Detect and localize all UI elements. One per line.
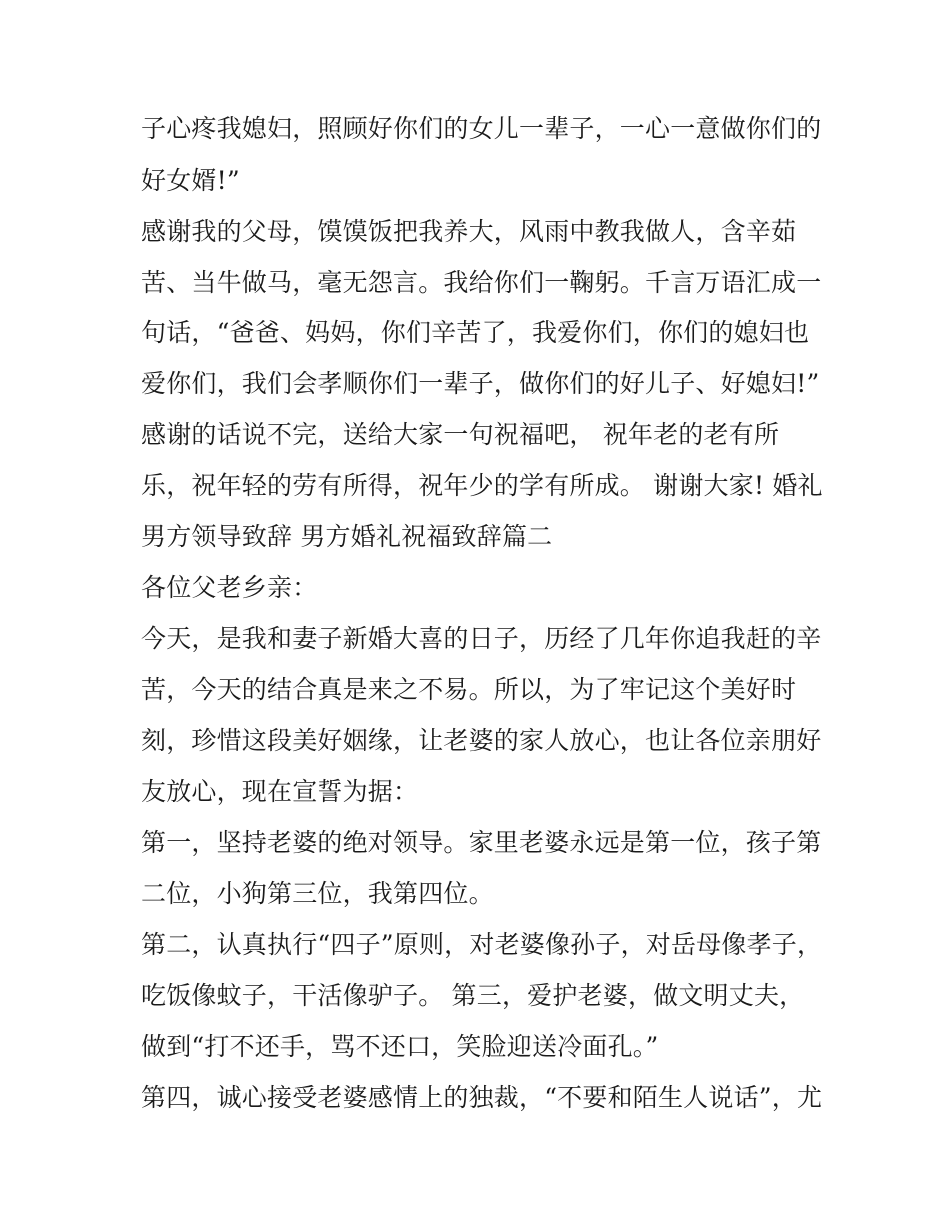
text-line: 苦，今天的结合真是来之不易。所以，为了牢记这个美好时 (141, 675, 797, 704)
text-line: 做到“打不还手，骂不还口，笑脸迎送冷面孔。” (141, 1032, 659, 1061)
text-line: 乐，祝年轻的劳有所得，祝年少的学有所成。 谢谢大家! 婚礼 (141, 471, 823, 500)
text-line: 今天，是我和妻子新婚大喜的日子，历经了几年你追我赶的辛 (141, 624, 822, 653)
text-line: 好女婿!” (141, 166, 240, 195)
salutation: 各位父老乡亲： (141, 573, 318, 602)
text-line: 刻，珍惜这段美好姻缘，让老婆的家人放心，也让各位亲朋好 (141, 726, 822, 755)
text-line: 友放心，现在宣誓为据： (141, 777, 419, 806)
text-line: 句话，“爸爸、妈妈，你们辛苦了，我爱你们，你们的媳妇也 (141, 318, 810, 347)
text-line: 第四，诚心接受老婆感情上的独裁，“不要和陌生人说话”，尤 (141, 1083, 823, 1112)
text-line: 二位，小狗第三位，我第四位。 (141, 879, 494, 908)
text-line: 第一，坚持老婆的绝对领导。家里老婆永远是第一位，孩子第 (141, 828, 822, 857)
text-line: 苦、当牛做马，毫无怨言。我给你们一鞠躬。千言万语汇成一 (141, 268, 822, 297)
text-line: 吃饭像蚊子，干活像驴子。 第三，爱护老婆，做文明丈夫， (141, 981, 805, 1010)
text-line: 感谢我的父母，馍馍饭把我养大，风雨中教我做人，含辛茹 (141, 217, 797, 246)
text-line: 爱你们，我们会孝顺你们一辈子，做你们的好儿子、好媳妇!” (141, 369, 820, 398)
text-line: 男方领导致辞 男方婚礼祝福致辞篇二 (141, 522, 553, 551)
text-line: 感谢的话说不完，送给大家一句祝福吧， 祝年老的老有所 (141, 420, 780, 449)
text-line: 第二，认真执行“四子”原则，对老婆像孙子，对岳母像孝子， (141, 930, 823, 959)
text-line: 子心疼我媳妇，照顾好你们的女儿一辈子，一心一意做你们的 (141, 114, 822, 143)
